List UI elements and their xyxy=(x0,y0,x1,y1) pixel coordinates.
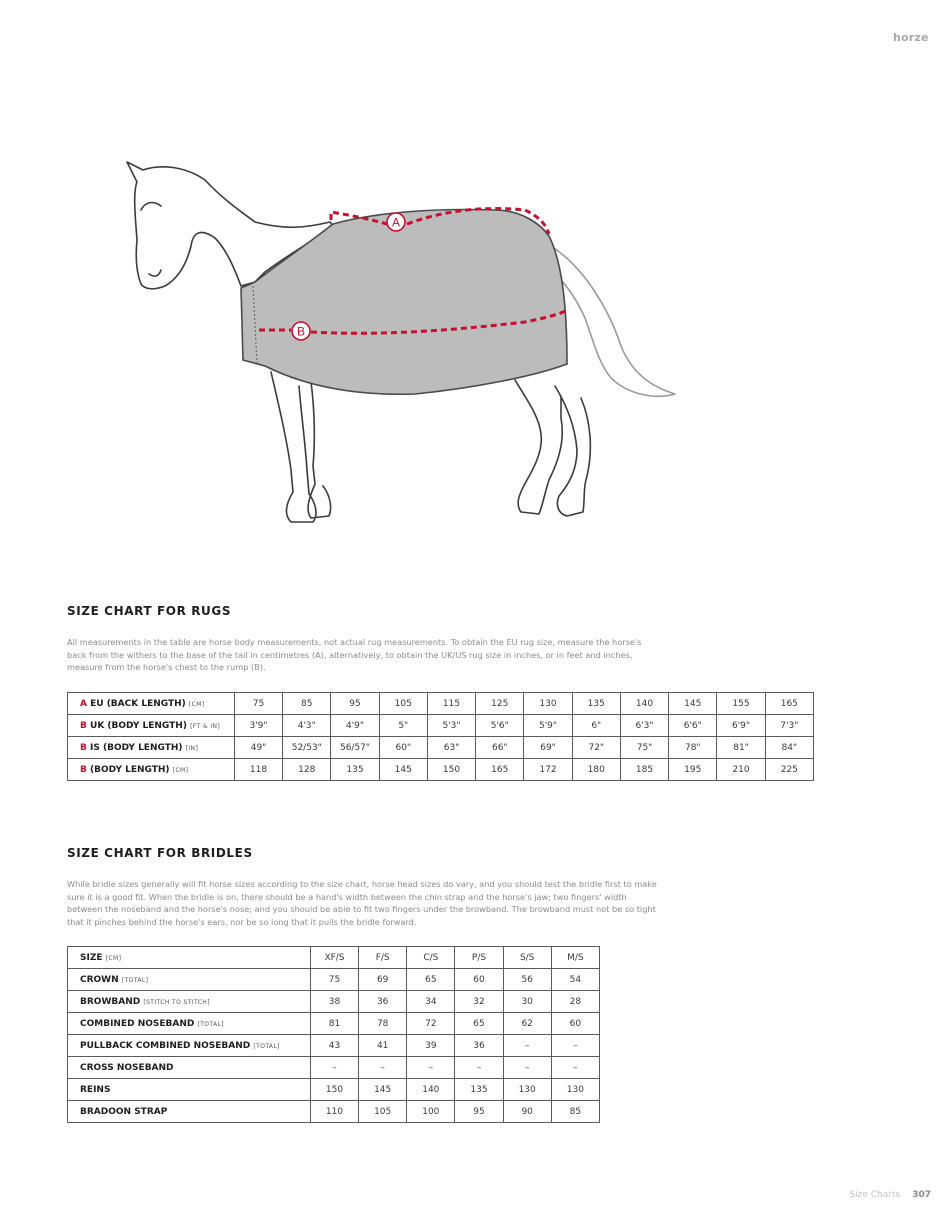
table-cell: 36 xyxy=(359,991,407,1013)
table-cell: 84" xyxy=(765,737,813,759)
bridles-size-table xyxy=(67,946,600,1123)
table-cell: XF/S xyxy=(310,947,358,969)
table-cell: – xyxy=(359,1057,407,1079)
table-cell: 63" xyxy=(427,737,475,759)
table-cell: 38 xyxy=(310,991,358,1013)
row-label-cell xyxy=(68,969,311,991)
table-cell: 130 xyxy=(551,1079,599,1101)
table-cell: 7'3" xyxy=(765,715,813,737)
table-row xyxy=(68,947,600,969)
row-key: B xyxy=(80,720,87,731)
row-label-cell xyxy=(68,1035,311,1057)
table-cell: 6'6" xyxy=(669,715,717,737)
table-cell: 65 xyxy=(407,969,455,991)
horse-tail xyxy=(551,246,675,396)
table-cell: 75" xyxy=(620,737,668,759)
table-row xyxy=(68,693,814,715)
table-cell: 85 xyxy=(551,1101,599,1123)
rugs-intro-text: All measurements in the table are horse body measurements, not actual rug measurements. To obtain the EU rug size, measure the horse's back from the withers to the base of the tail in centimetres (A), alternatively, to obtain the UK/US rug size in inches, or in feet and inches, measure from the horse's chest to the rump (B). xyxy=(67,637,642,672)
table-cell: 145 xyxy=(379,759,427,781)
table-cell: 56 xyxy=(503,969,551,991)
page-footer xyxy=(849,1190,931,1200)
table-cell: 41 xyxy=(359,1035,407,1057)
brand-logo: horze xyxy=(893,31,929,44)
bridles-intro-text: While bridle sizes generally will fit horse sizes according to the size chart, horse head sizes do vary, and you should test the bridle first to make sure it is a good fit. When the bridle is on, there should be a hand's width between the chin strap and the horse's jaw; two fingers' width between the noseband and the horse's nose; and you should be able to fit two fingers under the browband. The browband must not be so tight that it pinches behind the horse's ears, nor be so long that it pulls the bridle forward. xyxy=(67,879,657,927)
table-cell: 225 xyxy=(765,759,813,781)
table-cell: 115 xyxy=(427,693,475,715)
table-cell: 172 xyxy=(524,759,572,781)
table-cell: 3'9" xyxy=(234,715,282,737)
table-cell: 39 xyxy=(407,1035,455,1057)
table-cell: 180 xyxy=(572,759,620,781)
table-cell: – xyxy=(503,1057,551,1079)
table-cell: 140 xyxy=(407,1079,455,1101)
table-cell: 165 xyxy=(476,759,524,781)
page-number: 307 xyxy=(912,1190,931,1200)
row-label: CROSS NOSEBAND xyxy=(80,1062,174,1073)
table-row xyxy=(68,991,600,1013)
row-label-cell xyxy=(68,947,311,969)
table-cell: 100 xyxy=(407,1101,455,1123)
table-cell: 32 xyxy=(455,991,503,1013)
measure-marker-b-label: B xyxy=(296,324,306,339)
row-label: EU (BACK LENGTH) xyxy=(90,698,186,709)
table-cell: 125 xyxy=(476,693,524,715)
row-label: IS (BODY LENGTH) xyxy=(90,742,183,753)
row-label-cell xyxy=(68,991,311,1013)
table-cell: 54 xyxy=(551,969,599,991)
table-cell: 4'3" xyxy=(283,715,331,737)
table-cell: 130 xyxy=(524,693,572,715)
table-cell: 36 xyxy=(455,1035,503,1057)
rugs-size-table xyxy=(67,692,814,781)
bridles-section-title: SIZE CHART FOR BRIDLES xyxy=(67,846,253,860)
table-row xyxy=(68,1057,600,1079)
table-cell: – xyxy=(551,1035,599,1057)
table-row xyxy=(68,1035,600,1057)
table-cell: 28 xyxy=(551,991,599,1013)
table-cell: 95 xyxy=(455,1101,503,1123)
row-label: COMBINED NOSEBAND xyxy=(80,1018,195,1029)
horse-front-legs xyxy=(271,372,331,522)
table-cell: 4'9" xyxy=(331,715,379,737)
table-cell: 62 xyxy=(503,1013,551,1035)
table-cell: 145 xyxy=(359,1079,407,1101)
row-unit: [CM] xyxy=(172,766,189,774)
table-cell: 210 xyxy=(717,759,765,781)
table-cell: 195 xyxy=(669,759,717,781)
table-cell: 140 xyxy=(620,693,668,715)
table-cell: M/S xyxy=(551,947,599,969)
table-cell: 69 xyxy=(359,969,407,991)
table-cell: 75 xyxy=(310,969,358,991)
rugs-section-title: SIZE CHART FOR RUGS xyxy=(67,604,232,618)
row-unit: [CM] xyxy=(105,954,122,962)
table-cell: 78" xyxy=(669,737,717,759)
table-cell: 90 xyxy=(503,1101,551,1123)
row-unit: [TOTAL] xyxy=(197,1020,225,1028)
table-cell: 135 xyxy=(331,759,379,781)
table-cell: 60 xyxy=(551,1013,599,1035)
table-cell: C/S xyxy=(407,947,455,969)
row-unit: [STITCH TO STITCH] xyxy=(143,998,210,1006)
table-cell: 150 xyxy=(310,1079,358,1101)
table-cell: 6'9" xyxy=(717,715,765,737)
table-cell: 60 xyxy=(455,969,503,991)
horse-rug xyxy=(241,210,567,395)
table-cell: 150 xyxy=(427,759,475,781)
footer-section-label: Size Charts xyxy=(849,1190,901,1200)
row-label: SIZE xyxy=(80,952,103,963)
table-cell: 95 xyxy=(331,693,379,715)
table-cell: F/S xyxy=(359,947,407,969)
row-label: UK (BODY LENGTH) xyxy=(90,720,187,731)
table-cell: 5'6" xyxy=(476,715,524,737)
row-label: BROWBAND xyxy=(80,996,141,1007)
row-unit: [TOTAL] xyxy=(121,976,149,984)
table-row xyxy=(68,715,814,737)
table-row xyxy=(68,1013,600,1035)
table-cell: – xyxy=(551,1057,599,1079)
table-cell: 5" xyxy=(379,715,427,737)
table-cell: 135 xyxy=(455,1079,503,1101)
table-cell: P/S xyxy=(455,947,503,969)
row-label-cell xyxy=(68,1057,311,1079)
row-unit: [FT & IN] xyxy=(190,722,221,730)
row-label-cell xyxy=(68,737,235,759)
table-cell: 52/53" xyxy=(283,737,331,759)
table-row xyxy=(68,737,814,759)
row-label-cell xyxy=(68,1079,311,1101)
table-row xyxy=(68,759,814,781)
table-cell: 43 xyxy=(310,1035,358,1057)
table-cell: 130 xyxy=(503,1079,551,1101)
table-cell: 135 xyxy=(572,693,620,715)
table-cell: 155 xyxy=(717,693,765,715)
table-cell: 56/57" xyxy=(331,737,379,759)
table-cell: 65 xyxy=(455,1013,503,1035)
horse-hind-legs xyxy=(515,380,590,516)
table-cell: 110 xyxy=(310,1101,358,1123)
row-key: B xyxy=(80,764,87,775)
table-cell: – xyxy=(310,1057,358,1079)
row-label: CROWN xyxy=(80,974,119,985)
table-cell: 69" xyxy=(524,737,572,759)
table-cell: 6" xyxy=(572,715,620,737)
horse-face-detail xyxy=(141,203,161,277)
row-unit: [IN] xyxy=(185,744,199,752)
row-label: BRADOON STRAP xyxy=(80,1106,168,1117)
table-row xyxy=(68,1101,600,1123)
table-cell: 128 xyxy=(283,759,331,781)
table-cell: 30 xyxy=(503,991,551,1013)
table-cell: 81" xyxy=(717,737,765,759)
table-cell: – xyxy=(455,1057,503,1079)
table-cell: 185 xyxy=(620,759,668,781)
row-label: PULLBACK COMBINED NOSEBAND xyxy=(80,1040,251,1051)
table-row xyxy=(68,1079,600,1101)
table-cell: 60" xyxy=(379,737,427,759)
table-cell: 81 xyxy=(310,1013,358,1035)
table-cell: 5'3" xyxy=(427,715,475,737)
table-cell: 145 xyxy=(669,693,717,715)
table-cell: 6'3" xyxy=(620,715,668,737)
table-cell: 105 xyxy=(359,1101,407,1123)
row-key: B xyxy=(80,742,87,753)
horse-rug-illustration xyxy=(115,150,695,550)
table-cell: 49" xyxy=(234,737,282,759)
table-cell: 5'9" xyxy=(524,715,572,737)
table-cell: 78 xyxy=(359,1013,407,1035)
table-cell: 165 xyxy=(765,693,813,715)
row-label-cell xyxy=(68,715,235,737)
table-cell: 72" xyxy=(572,737,620,759)
table-cell: 118 xyxy=(234,759,282,781)
measure-marker-a-label: A xyxy=(391,215,401,230)
table-cell: 85 xyxy=(283,693,331,715)
row-label-cell xyxy=(68,1101,311,1123)
row-label-cell xyxy=(68,693,235,715)
row-label-cell xyxy=(68,759,235,781)
row-unit: [TOTAL] xyxy=(253,1042,280,1050)
table-cell: 75 xyxy=(234,693,282,715)
row-key: A xyxy=(80,698,87,709)
table-cell: 66" xyxy=(476,737,524,759)
row-label: (BODY LENGTH) xyxy=(90,764,170,775)
row-label-cell xyxy=(68,1013,311,1035)
row-label: REINS xyxy=(80,1084,111,1095)
table-cell: S/S xyxy=(503,947,551,969)
row-unit: [CM] xyxy=(188,700,205,708)
table-cell: 34 xyxy=(407,991,455,1013)
table-cell: – xyxy=(407,1057,455,1079)
table-cell: – xyxy=(503,1035,551,1057)
table-cell: 72 xyxy=(407,1013,455,1035)
table-cell: 105 xyxy=(379,693,427,715)
table-row xyxy=(68,969,600,991)
